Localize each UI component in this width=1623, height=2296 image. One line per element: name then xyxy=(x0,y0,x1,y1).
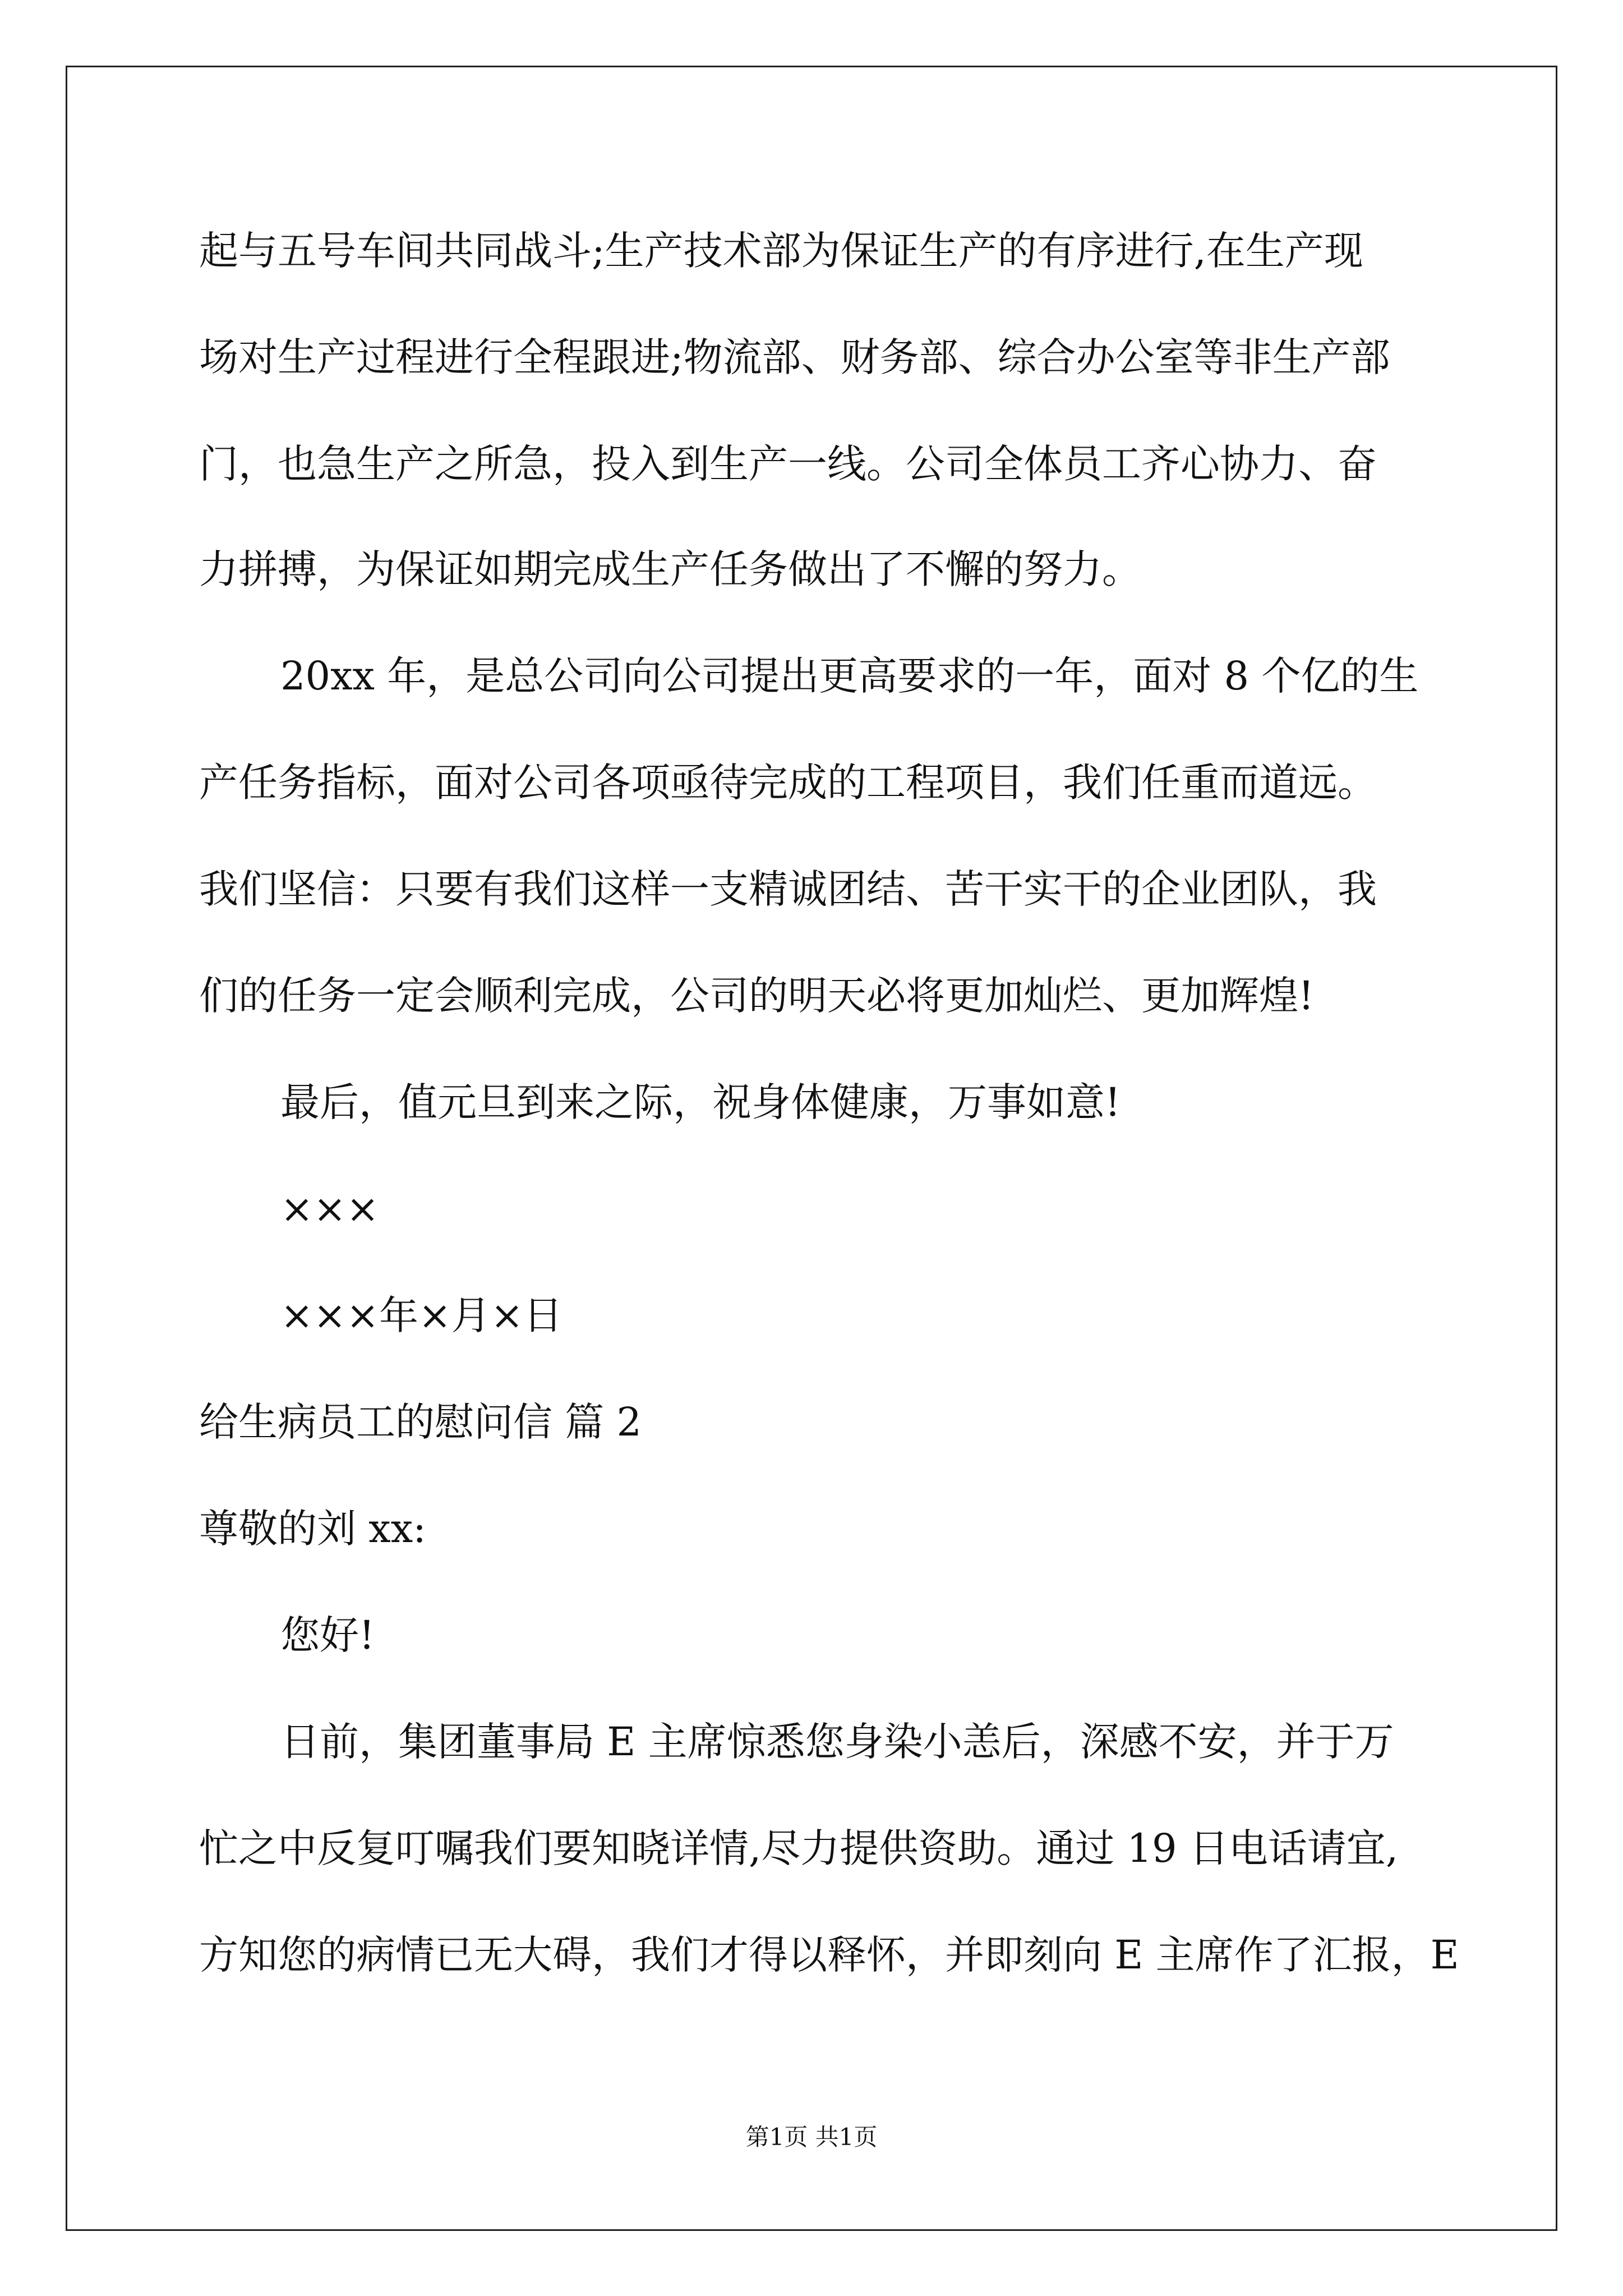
body-line-16: 忙之中反复叮嘱我们要知晓详情,尽力提供资助。通过 19 日电话请宜, xyxy=(199,1825,1399,1871)
page-footer: 第1页 共1页 xyxy=(745,2123,878,2151)
greeting: 您好! xyxy=(280,1612,375,1658)
body-line-7: 我们坚信：只要有我们这样一支精诚团结、苦干实干的企业团队，我 xyxy=(199,866,1377,912)
salutation: 尊敬的刘 xx: xyxy=(199,1506,426,1552)
body-line-15: 日前，集团董事局 E 主席惊悉您身染小恙后，深感不安，并于万 xyxy=(280,1719,1394,1765)
section-heading: 给生病员工的慰问信 篇 2 xyxy=(199,1399,642,1445)
body-line-3: 门，也急生产之所急，投入到生产一线。公司全体员工齐心协力、奋 xyxy=(199,441,1377,487)
body-line-5: 20xx 年，是总公司向公司提出更高要求的一年，面对 8 个亿的生 xyxy=(280,653,1419,699)
date-line: ×××年×月×日 xyxy=(280,1292,563,1338)
closing-wish: 最后，值元旦到来之际，祝身体健康，万事如意! xyxy=(280,1079,1121,1125)
body-line-1: 起与五号车间共同战斗;生产技术部为保证生产的有序进行,在生产现 xyxy=(199,228,1363,274)
body-line-2: 场对生产过程进行全程跟进;物流部、财务部、综合办公室等非生产部 xyxy=(199,334,1390,380)
signature: ××× xyxy=(280,1186,379,1232)
page-border xyxy=(66,66,1557,2231)
body-line-8: 们的任务一定会顺利完成，公司的明天必将更加灿烂、更加辉煌! xyxy=(199,973,1315,1019)
body-line-6: 产任务指标，面对公司各项亟待完成的工程项目，我们任重而道远。 xyxy=(199,760,1377,806)
body-line-4: 力拼搏，为保证如期完成生产任务做出了不懈的努力。 xyxy=(199,546,1141,592)
body-line-17: 方知您的病情已无大碍，我们才得以释怀，并即刻向 E 主席作了汇报，E xyxy=(199,1932,1459,1978)
